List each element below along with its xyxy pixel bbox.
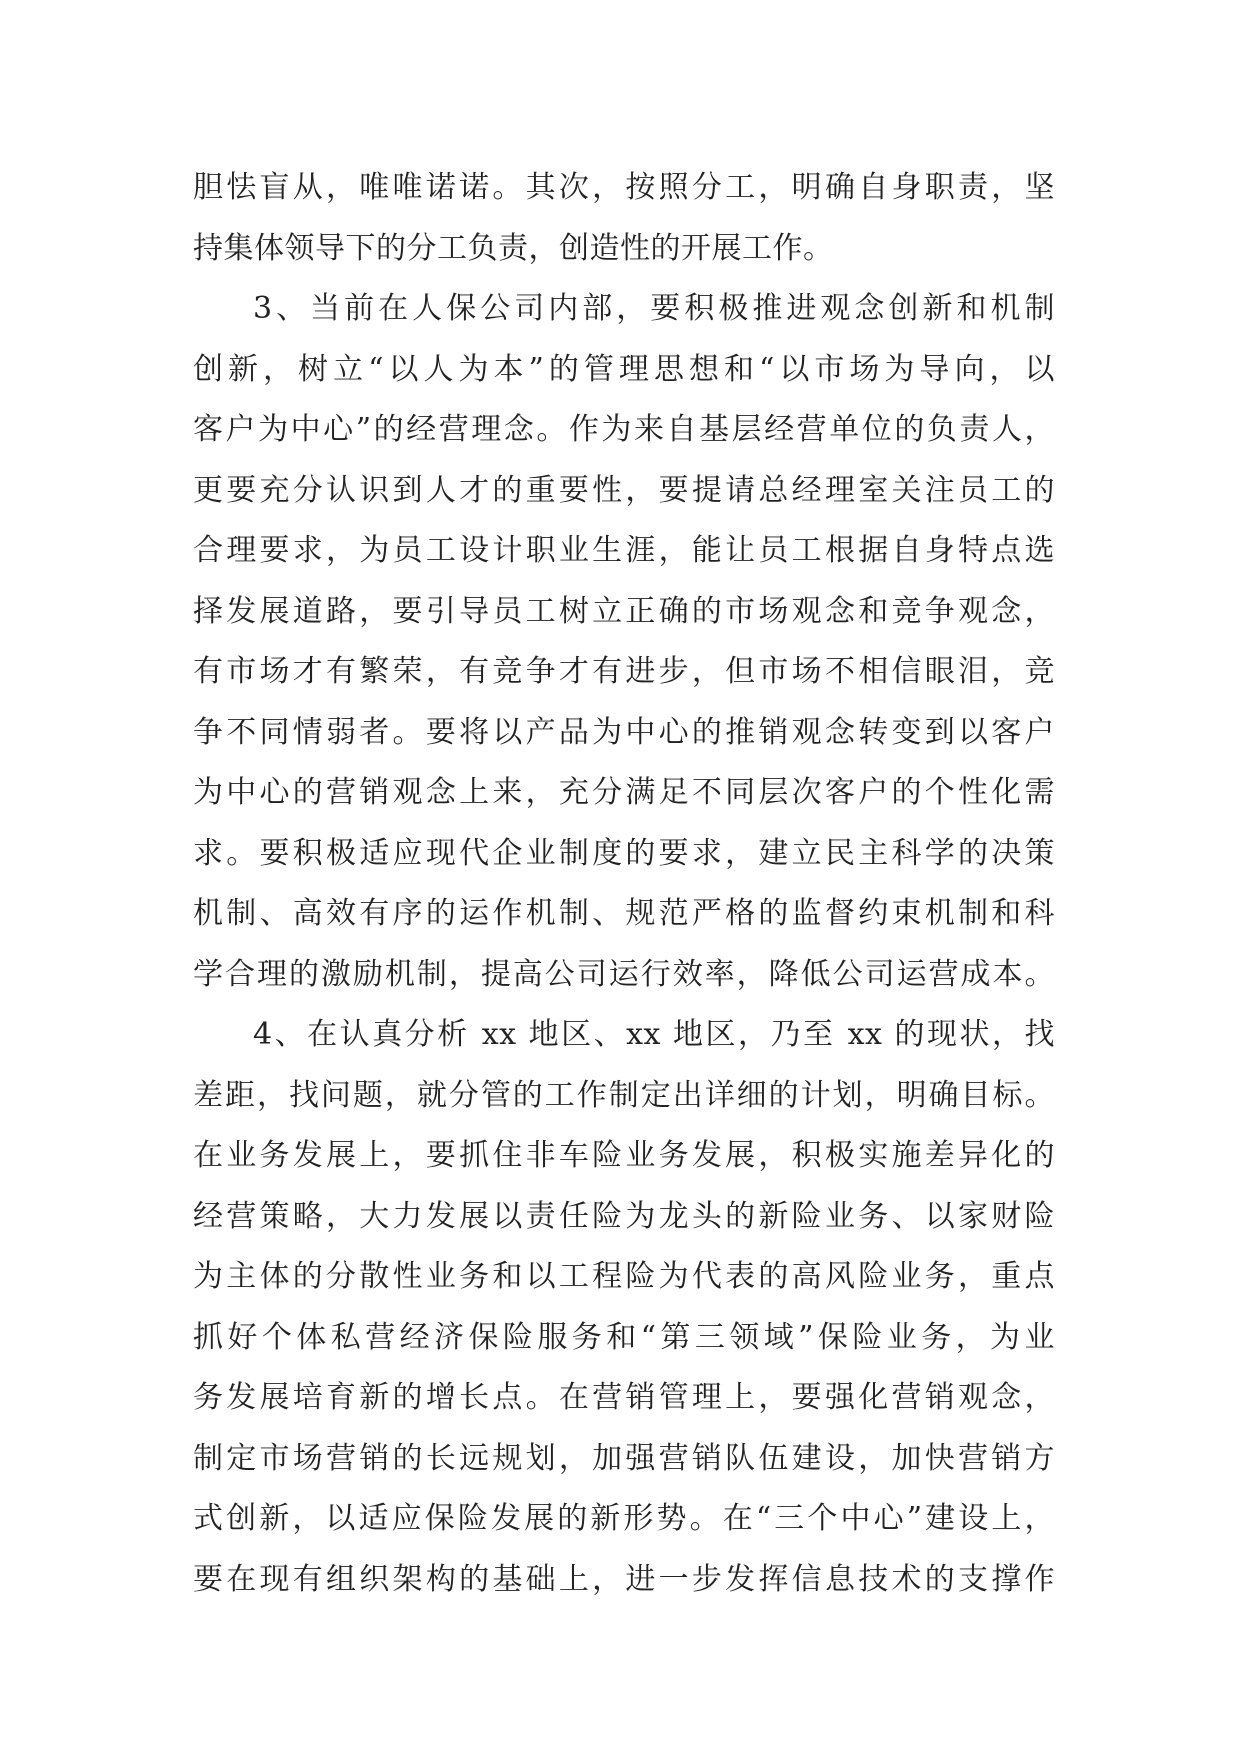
text-line: 争不同情弱者。要将以产品为中心的推销观念转变到以客户 xyxy=(193,714,1055,750)
text-line: 为中心的营销观念上来，充分满足不同层次客户的个性化需 xyxy=(193,775,1055,810)
text-line: 务发展培育新的增长点。在营销管理上，要强化营销观念， xyxy=(193,1380,1055,1415)
text-line: 经营策略，大力发展以责任险为龙头的新险业务、以家财险 xyxy=(193,1198,1055,1234)
text-line: 要在现有组织架构的基础上，进一步发挥信息技术的支撑作 xyxy=(193,1561,1055,1597)
text-line: 学合理的激励机制，提高公司运行效率，降低公司运营成本。 xyxy=(193,956,1055,992)
text-line: 求。要积极适应现代企业制度的要求，建立民主科学的决策 xyxy=(193,835,1055,871)
text-line: 在业务发展上，要抓住非车险业务发展，积极实施差异化的 xyxy=(193,1138,1055,1173)
text-line: 持集体领导下的分工负责，创造性的开展工作。 xyxy=(193,230,834,266)
document-body xyxy=(193,158,1055,1610)
text-line: 有市场才有繁荣，有竞争才有进步，但市场不相信眼泪，竞 xyxy=(193,654,1055,689)
text-line: 机制、高效有序的运作机制、规范严格的监督约束机制和科 xyxy=(193,896,1055,931)
text-line: 胆怯盲从，唯唯诺诺。其次，按照分工，明确自身职责，坚 xyxy=(193,170,1055,205)
text-line: 为主体的分散性业务和以工程险为代表的高风险业务，重点 xyxy=(193,1259,1055,1294)
text-line: 更要充分认识到人才的重要性，要提请总经理室关注员工的 xyxy=(193,472,1055,508)
text-line: 式创新，以适应保险发展的新形势。在“三个中心”建设上， xyxy=(193,1501,1055,1536)
text-line: 创新，树立“以人为本”的管理思想和“以市场为导向，以 xyxy=(193,351,1055,387)
text-line: 制定市场营销的长远规划，加强营销队伍建设，加快营销方 xyxy=(193,1440,1055,1476)
text-line: 抓好个体私营经济保险服务和“第三领域”保险业务，为业 xyxy=(193,1319,1055,1355)
text-line: 4、在认真分析 xx 地区、xx 地区，乃至 xx 的现状，找 xyxy=(253,1017,1055,1052)
text-line: 合理要求，为员工设计职业生涯，能让员工根据自身特点选 xyxy=(193,533,1055,568)
text-line: 差距，找问题，就分管的工作制定出详细的计划，明确目标。 xyxy=(193,1077,1055,1113)
text-line: 客户为中心”的经营理念。作为来自基层经营单位的负责人， xyxy=(193,412,1055,447)
text-line: 择发展道路，要引导员工树立正确的市场观念和竞争观念， xyxy=(193,593,1055,629)
text-line: 3、当前在人保公司内部，要积极推进观念创新和机制 xyxy=(253,291,1055,326)
